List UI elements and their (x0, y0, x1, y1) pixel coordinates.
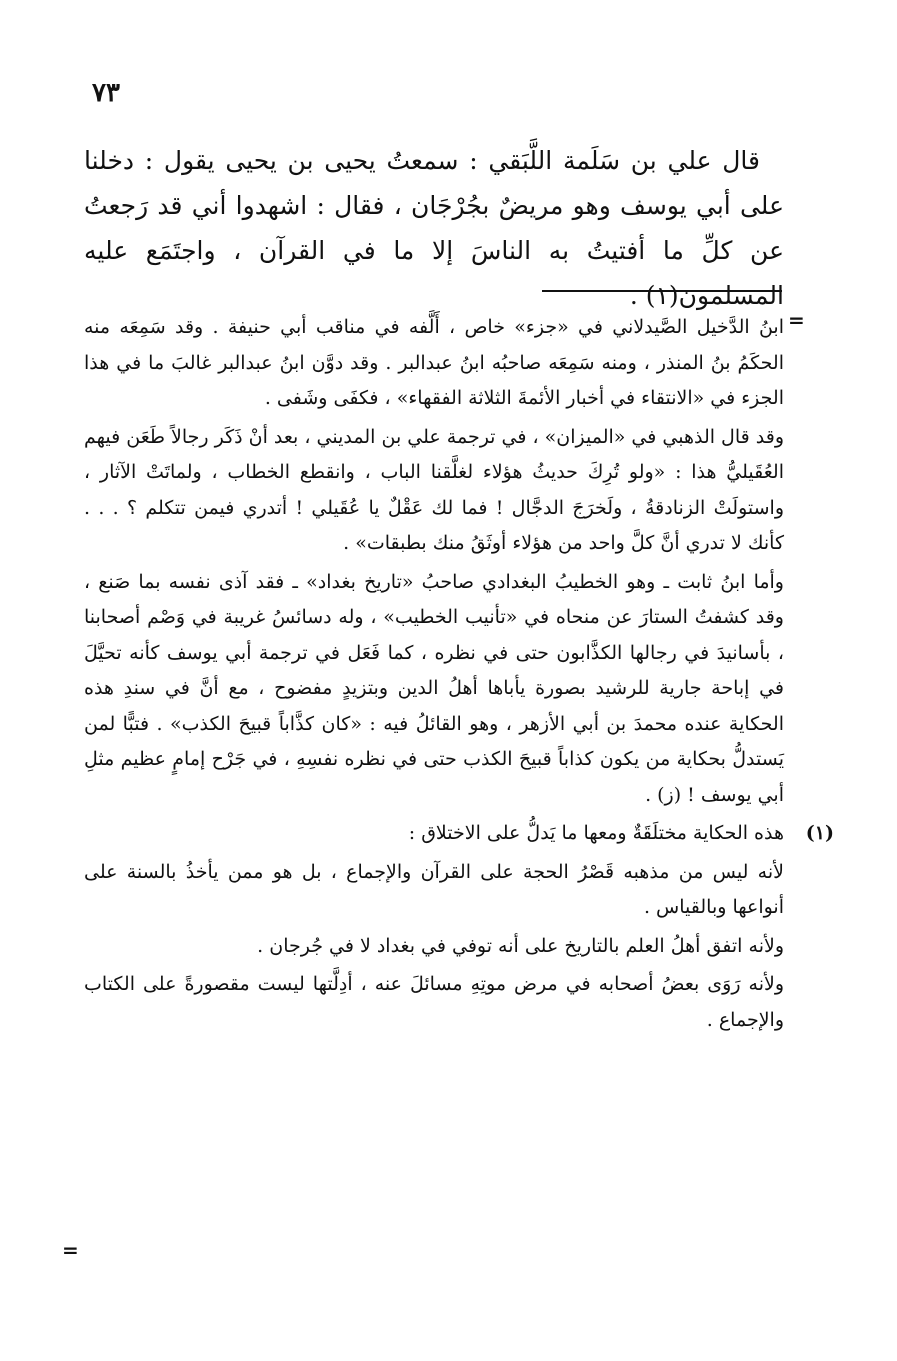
main-paragraph: قال علي بن سَلَمة اللَّبَقي : سمعتُ يحيى بن يحيى يقول : دخلنا على أبي يوسف وهو مريضٌ بجُرْجَان ، فقال : اشهدوا أني قد رَجعتُ عن كلِّ ما أفتيتُ به الناسَ إلا ما في القرآن ، واجتَمَع عليه المسلمون(١) . (84, 146, 784, 310)
footnote-continued-paragraph: وأما ابنُ ثابت ـ وهو الخطيبُ البغدادي صاحبُ «تاريخ بغداد» ـ فقد آذى نفسه بما صَنع ، وقد كشفتُ الستارَ عن منحاه في «تأنيب الخطيب» ، وله دسائسُ غريبة في وَصْم أصحابنا ، بأسانيدَ في رجالها الكذَّابون حتى في نظره ، كما فَعَل في ترجمة أبي يوسف كأنه تحيَّلَ في إباحة جارية للرشيد بصورة يأباها أهلُ الدين وبتزيدٍ مفضوح ، مع أنَّ في سندِ هذه الحكاية عنده محمدَ بن أبي الأزهر ، وهو القائلُ فيه : «كان كذَّاباً قبيحَ الكذب» . فتبًّا لمن يَستدلُّ بحكاية من يكون كذاباً قبيحَ الكذب حتى في نظره نفسِهِ ، في جَرْح إمامٍ عظيم مثلِ أبي يوسف ! (ز) . (84, 570, 784, 806)
page-number: ٧٣ (92, 78, 120, 108)
footnote-intro: هذه الحكاية مختلَقَةٌ ومعها ما يَدلُّ على الاختلاق : (408, 822, 784, 844)
continuation-mark-bottom: = (62, 1238, 79, 1262)
footnote-paragraph: لأنه ليس من مذهبه قَصْرُ الحجة على القرآن والإجماع ، بل هو ممن يأخذُ بالسنة على أنواعها وبالقياس . (84, 860, 784, 918)
footnote-1 (84, 816, 834, 852)
footnote-continued-paragraph: وقد قال الذهبي في «الميزان» ، في ترجمة علي بن المديني ، بعد أنْ ذَكَر رجالاً طَعَن فيهم العُقَيليُّ هذا : «ولو تُرِكَ حديثُ هؤلاء لغلَّقنا الباب ، وانقطع الخطاب ، ولماتَتْ الآثار ، واستولَتْ الزنادقةُ ، ولَخرَجَ الدجَّال ! فما لك عَقْلٌ يا عُقَيلي ! أتدري فيمن تتكلم ؟ . . . كأنك لا تدري أنَّ كلَّ واحد من هؤلاء أوثَقُ منك بطبقات» . (83, 425, 784, 554)
footnote-paragraph: ولأنه اتفق أهلُ العلم بالتاريخ على أنه توفي في بغداد لا في جُرجان . (257, 934, 784, 957)
continuation-mark-top: = (788, 308, 805, 332)
footnote-continued-paragraph: ابنُ الدَّخيل الصَّيدلاني في «جزء» خاص ، أَلَّفه في مناقب أبي حنيفة . وقد سَمِعَه منه الحكَمُ بنُ المنذر ، ومنه سَمِعَه صاحبُه ابنُ عبدالبر . وقد دوَّن ابنُ عبدالبر غالبَ ما في هذا الجزء في «الانتقاء في أخبار الأئمةَ الثلاثة الفقهاء» ، فكفَى وشَفى . (84, 316, 784, 409)
footnote-paragraph: ولأنه رَوَى بعضُ أصحابه في مرض موتِهِ مسائلَ عنه ، أدِلَّتها ليست مقصورةً على الكتاب والإجماع . (84, 973, 784, 1031)
footnote-separator (542, 290, 782, 292)
footnote-number: (١) (805, 822, 834, 844)
footnotes (83, 310, 834, 1041)
